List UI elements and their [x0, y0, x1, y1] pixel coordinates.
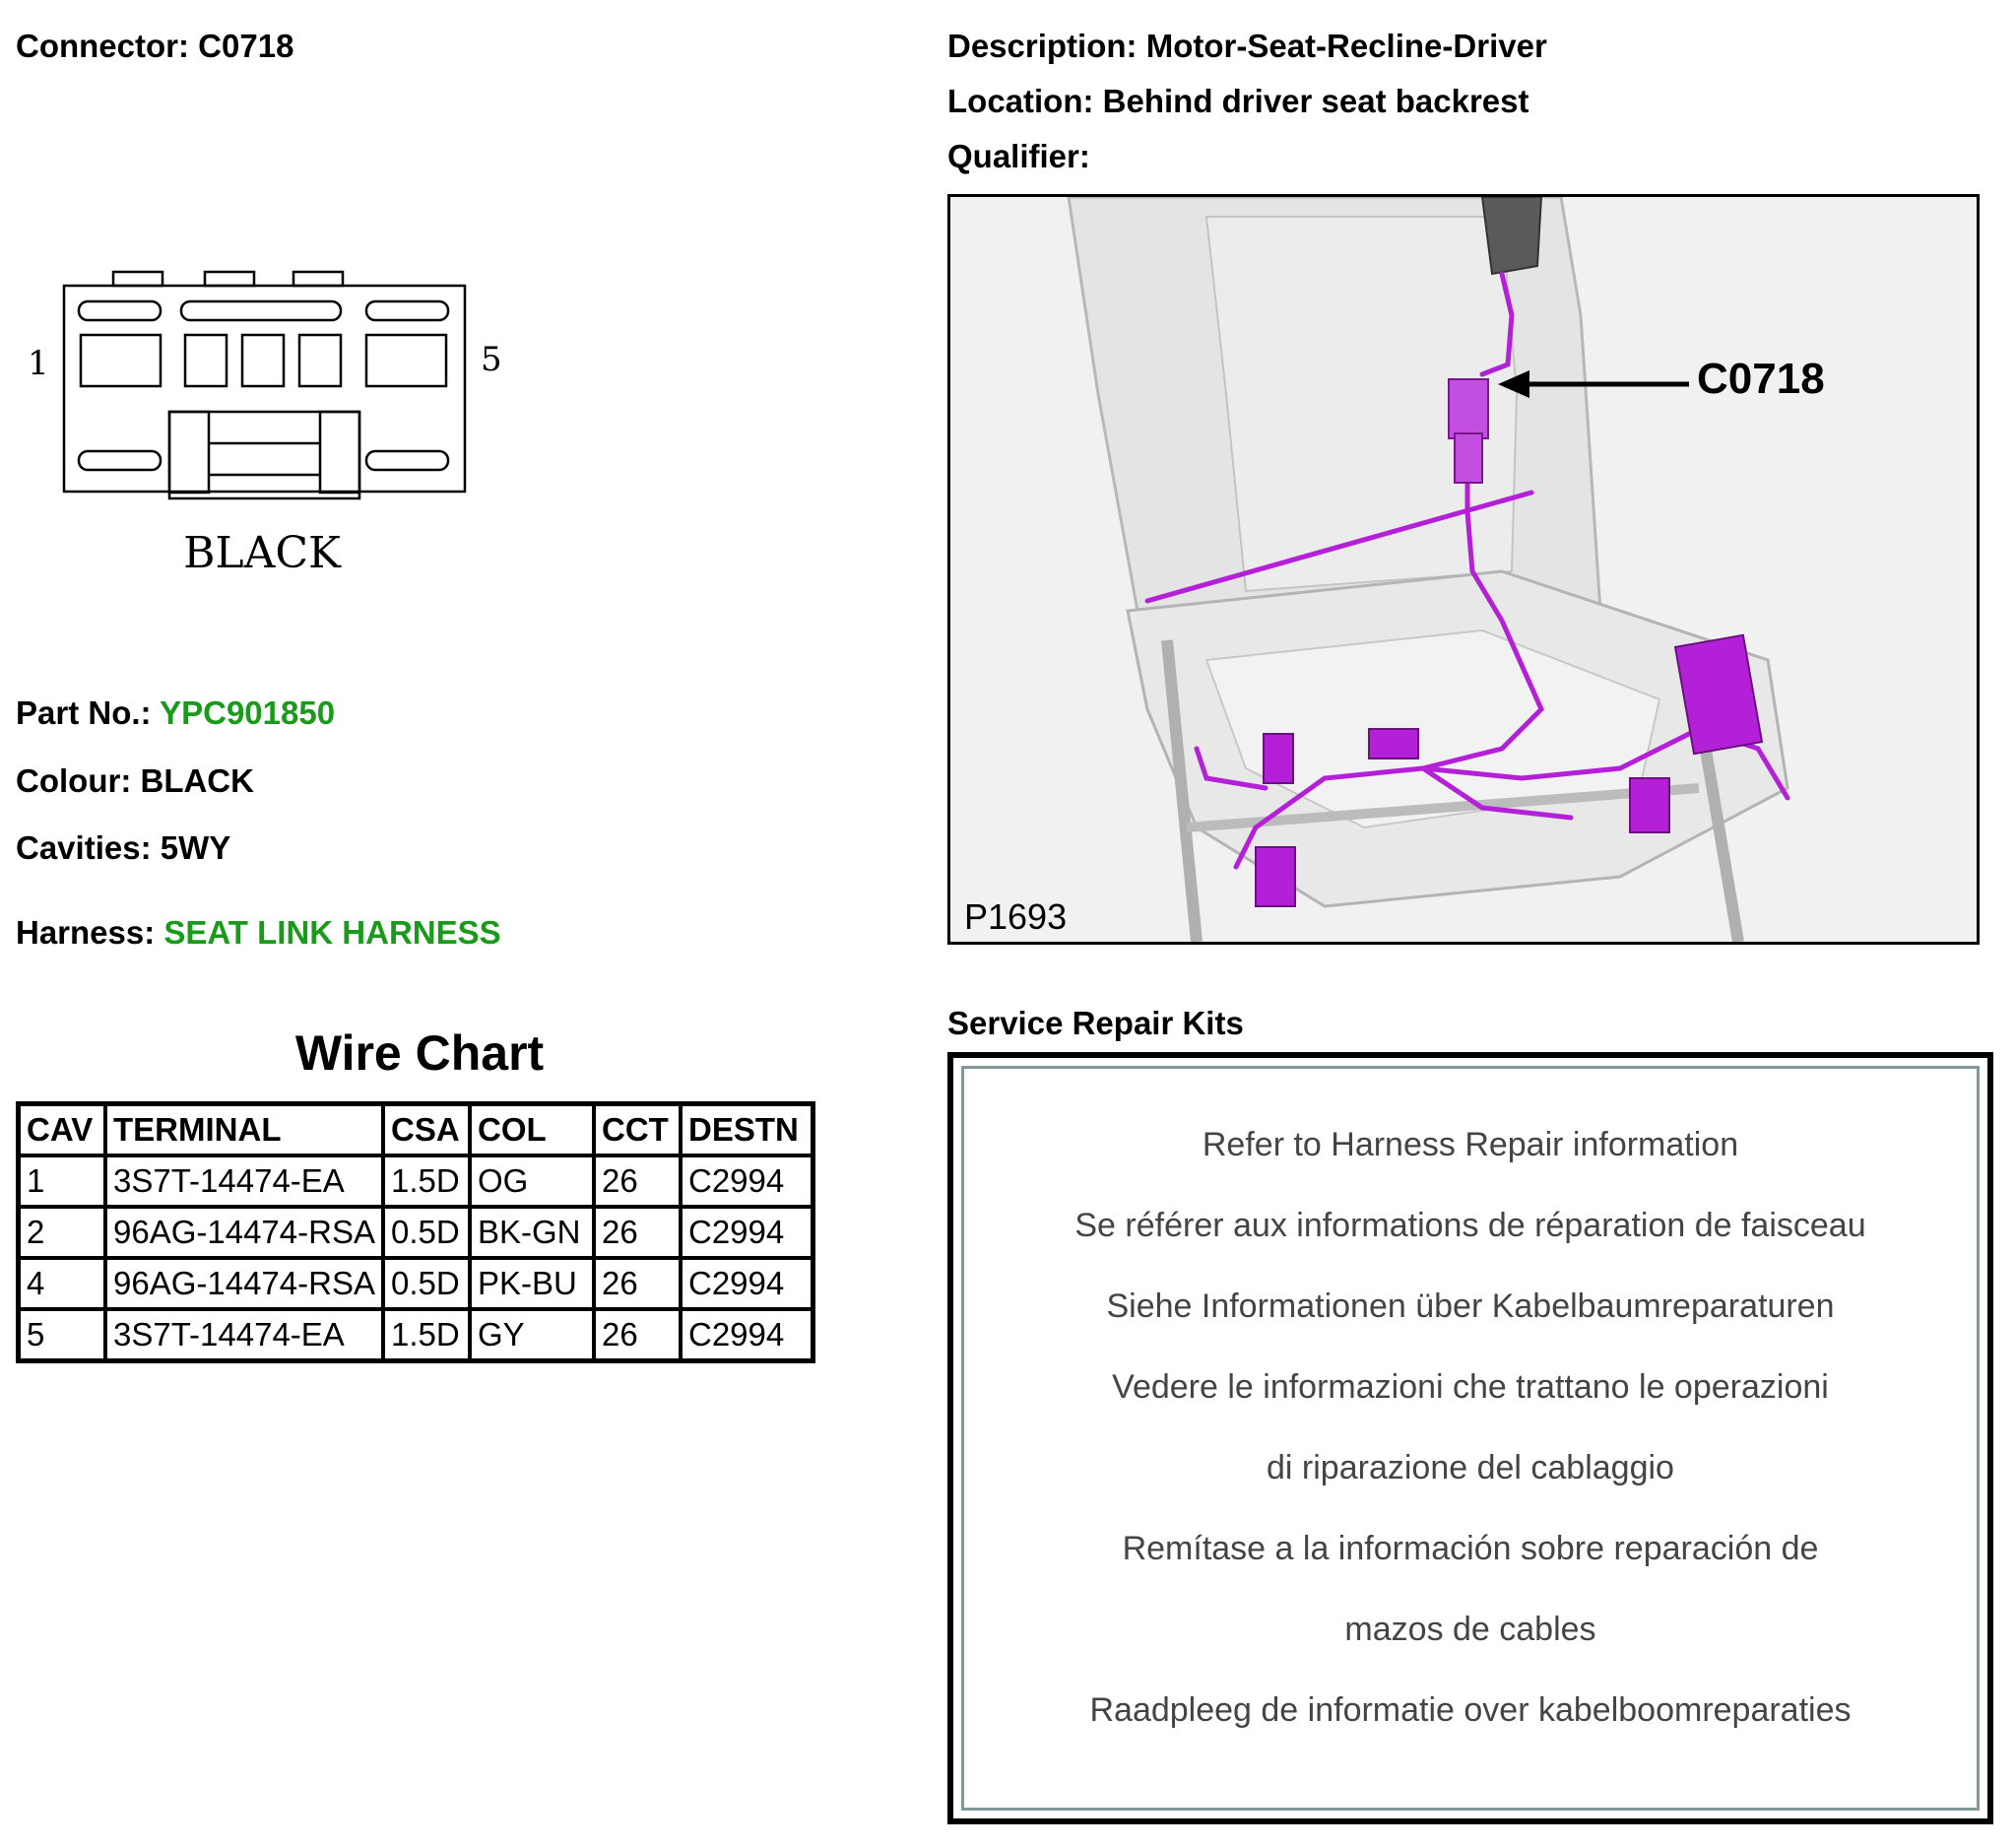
location-label: Location:	[947, 83, 1094, 119]
harness-link[interactable]: SEAT LINK HARNESS	[163, 914, 501, 951]
cell-terminal: 3S7T-14474-EA	[105, 1309, 383, 1361]
connector-id: C0718	[198, 28, 294, 64]
cell-destn: C2994	[681, 1155, 813, 1207]
cell-csa: 0.5D	[383, 1258, 470, 1309]
cell-cct: 26	[594, 1258, 681, 1309]
part-number-label: Part No.:	[16, 694, 152, 731]
connector-label: Connector:	[16, 28, 189, 64]
part-number	[16, 694, 335, 732]
description-label: Description:	[947, 28, 1138, 64]
colour-info	[16, 762, 254, 800]
colour-label: Colour:	[16, 762, 132, 799]
pin-1-label: 1	[28, 344, 49, 383]
cell-cav: 5	[19, 1309, 106, 1361]
repair-kits-inner-frame	[961, 1066, 1980, 1811]
description-info	[947, 28, 1547, 65]
seat-illustration	[950, 197, 1977, 942]
cell-col: OG	[470, 1155, 594, 1207]
pin-5-label: 5	[481, 340, 502, 379]
cell-cav: 4	[19, 1258, 106, 1309]
connector-callout-label: C0718	[1697, 355, 1825, 403]
column-header-csa: CSA	[383, 1104, 470, 1156]
connector-heading	[16, 28, 293, 65]
cell-csa: 1.5D	[383, 1309, 470, 1361]
repair-kits-box	[947, 1052, 1993, 1824]
harness-info	[16, 914, 501, 952]
repair-text-line: Siehe Informationen über Kabelbaumreparaturen	[1106, 1287, 1835, 1325]
picture-reference-code: P1693	[964, 896, 1068, 937]
cavities-value: 5WY	[160, 829, 231, 866]
location-info	[947, 83, 1529, 120]
repair-text-line: Raadpleeg de informatie over kabelboomreparaties	[1089, 1691, 1852, 1729]
table-row	[19, 1309, 813, 1361]
cell-destn: C2994	[681, 1309, 813, 1361]
cell-csa: 0.5D	[383, 1207, 470, 1258]
repair-text-line: di riparazione del cablaggio	[1267, 1449, 1674, 1486]
wire-chart-title: Wire Chart	[294, 1025, 545, 1081]
repair-text-line: Refer to Harness Repair information	[1202, 1126, 1739, 1163]
repair-text-line: Remítase a la información sobre reparación de	[1122, 1530, 1819, 1567]
table-row	[19, 1155, 813, 1207]
repair-text-line: Vedere le informazioni che trattano le operazioni	[1112, 1368, 1829, 1406]
cell-destn: C2994	[681, 1258, 813, 1309]
cavities-info	[16, 829, 230, 867]
cell-terminal: 3S7T-14474-EA	[105, 1155, 383, 1207]
table-row	[19, 1258, 813, 1309]
repair-text-line: mazos de cables	[1344, 1611, 1596, 1648]
location-value: Behind driver seat backrest	[1102, 83, 1529, 119]
column-header-col: COL	[470, 1104, 594, 1156]
connector-face-diagram	[20, 266, 532, 601]
cell-cav: 1	[19, 1155, 106, 1207]
cavities-label: Cavities:	[16, 829, 152, 866]
cell-terminal: 96AG-14474-RSA	[105, 1258, 383, 1309]
column-header-cav: CAV	[19, 1104, 106, 1156]
qualifier-info	[947, 138, 1090, 175]
cell-csa: 1.5D	[383, 1155, 470, 1207]
seat-location-picture	[947, 194, 1980, 945]
cell-cct: 26	[594, 1155, 681, 1207]
qualifier-label: Qualifier:	[947, 138, 1090, 174]
cell-col: PK-BU	[470, 1258, 594, 1309]
cell-cct: 26	[594, 1207, 681, 1258]
part-number-link[interactable]: YPC901850	[160, 694, 336, 731]
connector-colour-caption: BLACK	[183, 528, 341, 578]
cell-col: GY	[470, 1309, 594, 1361]
harness-label: Harness:	[16, 914, 156, 951]
column-header-cct: CCT	[594, 1104, 681, 1156]
cell-cct: 26	[594, 1309, 681, 1361]
cell-terminal: 96AG-14474-RSA	[105, 1207, 383, 1258]
table-row	[19, 1207, 813, 1258]
repair-kits-heading: Service Repair Kits	[947, 1005, 1244, 1041]
cell-cav: 2	[19, 1207, 106, 1258]
table-header-row	[19, 1104, 813, 1156]
column-header-destn: DESTN	[681, 1104, 813, 1156]
description-value: Motor-Seat-Recline-Driver	[1145, 28, 1547, 64]
cell-col: BK-GN	[470, 1207, 594, 1258]
cell-destn: C2994	[681, 1207, 813, 1258]
colour-value: BLACK	[140, 762, 254, 799]
repair-text-line: Se référer aux informations de réparation de faisceau	[1074, 1207, 1866, 1244]
column-header-terminal: TERMINAL	[105, 1104, 383, 1156]
wire-chart-table	[16, 1101, 815, 1363]
